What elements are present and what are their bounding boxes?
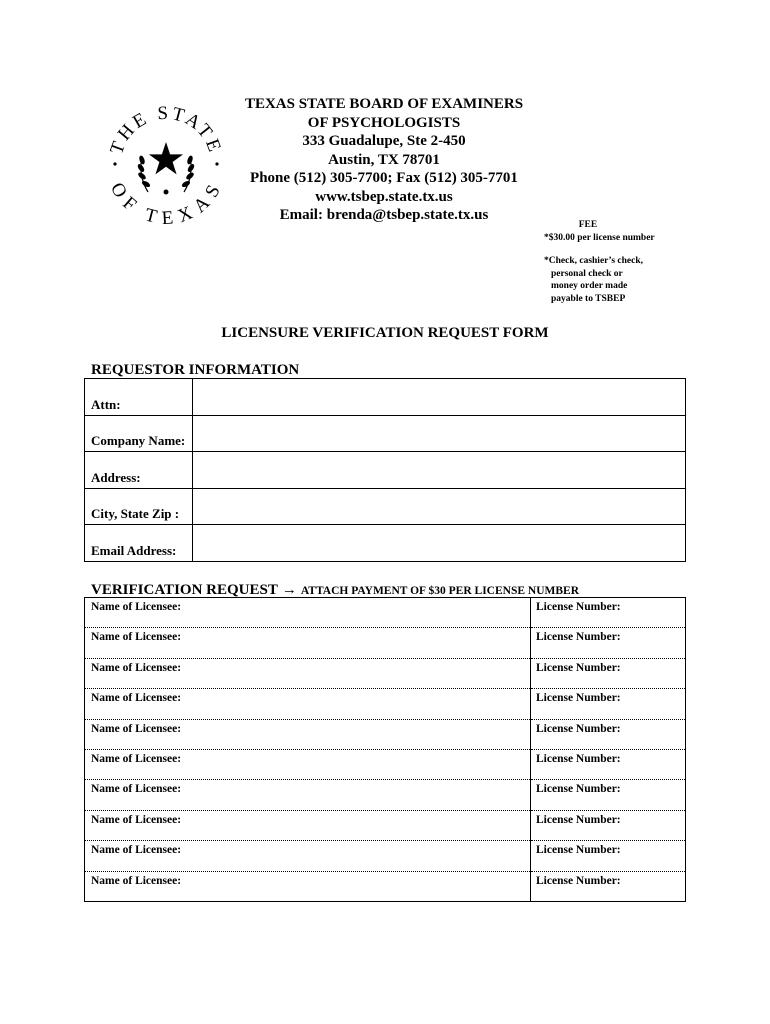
company-name-label: Company Name: <box>85 415 193 452</box>
licensee-name-field[interactable]: Name of Licensee: <box>85 689 531 719</box>
licensee-name-field[interactable]: Name of Licensee: <box>85 658 531 688</box>
licensee-row <box>85 719 686 749</box>
requestor-row <box>85 415 686 452</box>
licensee-name-field[interactable]: Name of Licensee: <box>85 841 531 871</box>
form-title: LICENSURE VERIFICATION REQUEST FORM <box>221 325 549 341</box>
requestor-row <box>85 488 686 525</box>
licensee-row <box>85 780 686 810</box>
licensee-row <box>85 841 686 871</box>
payment-line: money order made <box>551 281 628 291</box>
fee-note <box>544 219 655 305</box>
arrow-icon: → <box>281 582 297 598</box>
header-line: Email: brenda@tsbep.state.tx.us <box>279 207 489 223</box>
license-number-field[interactable]: License Number: <box>531 841 686 871</box>
star-icon <box>149 142 183 174</box>
city-state-zip-label: City, State Zip : <box>85 488 193 525</box>
address-label: Address: <box>85 452 193 489</box>
verification-subtitle: ATTACH PAYMENT OF $30 PER LICENSE NUMBER <box>300 585 579 597</box>
header-line: www.tsbep.state.tx.us <box>315 188 453 205</box>
license-number-field[interactable]: License Number: <box>531 719 686 749</box>
licensee-name-field[interactable]: Name of Licensee: <box>85 719 531 749</box>
seal-text-bottom: OF TEXAS <box>105 179 227 224</box>
licensee-name-field[interactable]: Name of Licensee: <box>85 628 531 658</box>
header-line: OF PSYCHOLOGISTS <box>307 114 461 131</box>
header-line: TEXAS STATE BOARD OF EXAMINERS <box>244 96 524 112</box>
licensee-name-field[interactable]: Name of Licensee: <box>91 874 182 887</box>
licensee-name-field[interactable]: Name of Licensee: <box>85 780 531 810</box>
seal-text-top: THE STATE <box>106 102 226 158</box>
licensee-row <box>85 810 686 840</box>
fee-amount: *$30.00 per license number <box>544 232 655 243</box>
license-number-field[interactable]: License Number: <box>531 658 686 688</box>
requestor-row <box>85 379 686 416</box>
company-name-field[interactable] <box>193 415 686 452</box>
licensee-row <box>85 658 686 688</box>
email-address-label: Email Address: <box>85 525 193 562</box>
license-number-field[interactable]: License Number: <box>531 780 686 810</box>
header-line: Phone (512) 305-7700; Fax (512) 305-7701 <box>250 170 518 186</box>
licensee-name-field[interactable]: Name of Licensee: <box>85 598 531 628</box>
svg-text:OF TEXAS <box>106 179 226 224</box>
fee-title: FEE <box>578 220 598 230</box>
requestor-row <box>85 525 686 562</box>
license-number-field[interactable]: License Number: <box>531 871 686 901</box>
requestor-row <box>85 452 686 489</box>
licensee-row <box>85 871 686 901</box>
header-line: 333 Guadalupe, Ste 2-450 <box>302 133 466 149</box>
city-state-zip-field[interactable] <box>193 488 686 525</box>
header-line: Austin, TX 78701 <box>328 151 440 168</box>
payment-note <box>544 255 655 305</box>
verification-title: VERIFICATION REQUEST <box>91 582 278 598</box>
licensee-name-field[interactable]: Name of Licensee: <box>85 810 531 840</box>
license-number-field[interactable]: License Number: <box>531 689 686 719</box>
payment-line: payable to TSBEP <box>551 293 626 304</box>
license-number-field[interactable]: License Number: <box>531 749 686 779</box>
license-number-field[interactable]: License Number: <box>531 628 686 658</box>
board-header <box>218 95 550 225</box>
license-number-field[interactable]: License Number: <box>531 598 686 628</box>
requestor-section-title: REQUESTOR INFORMATION <box>91 362 300 378</box>
licensee-name-field[interactable]: Name of Licensee: <box>85 749 531 779</box>
email-address-field[interactable] <box>193 525 686 562</box>
texas-state-seal <box>104 100 228 224</box>
license-number-field[interactable]: License Number: <box>531 810 686 840</box>
licensee-row <box>85 689 686 719</box>
payment-line: *Check, cashier’s check, <box>544 256 644 266</box>
address-field[interactable] <box>193 452 686 489</box>
attn-label: Attn: <box>85 379 193 416</box>
attn-field[interactable] <box>193 379 686 416</box>
requestor-table <box>84 378 686 562</box>
verification-table <box>84 597 686 902</box>
licensee-row <box>85 628 686 658</box>
licensee-row <box>85 598 686 628</box>
payment-line: personal check or <box>551 268 623 279</box>
licensee-row <box>85 749 686 779</box>
